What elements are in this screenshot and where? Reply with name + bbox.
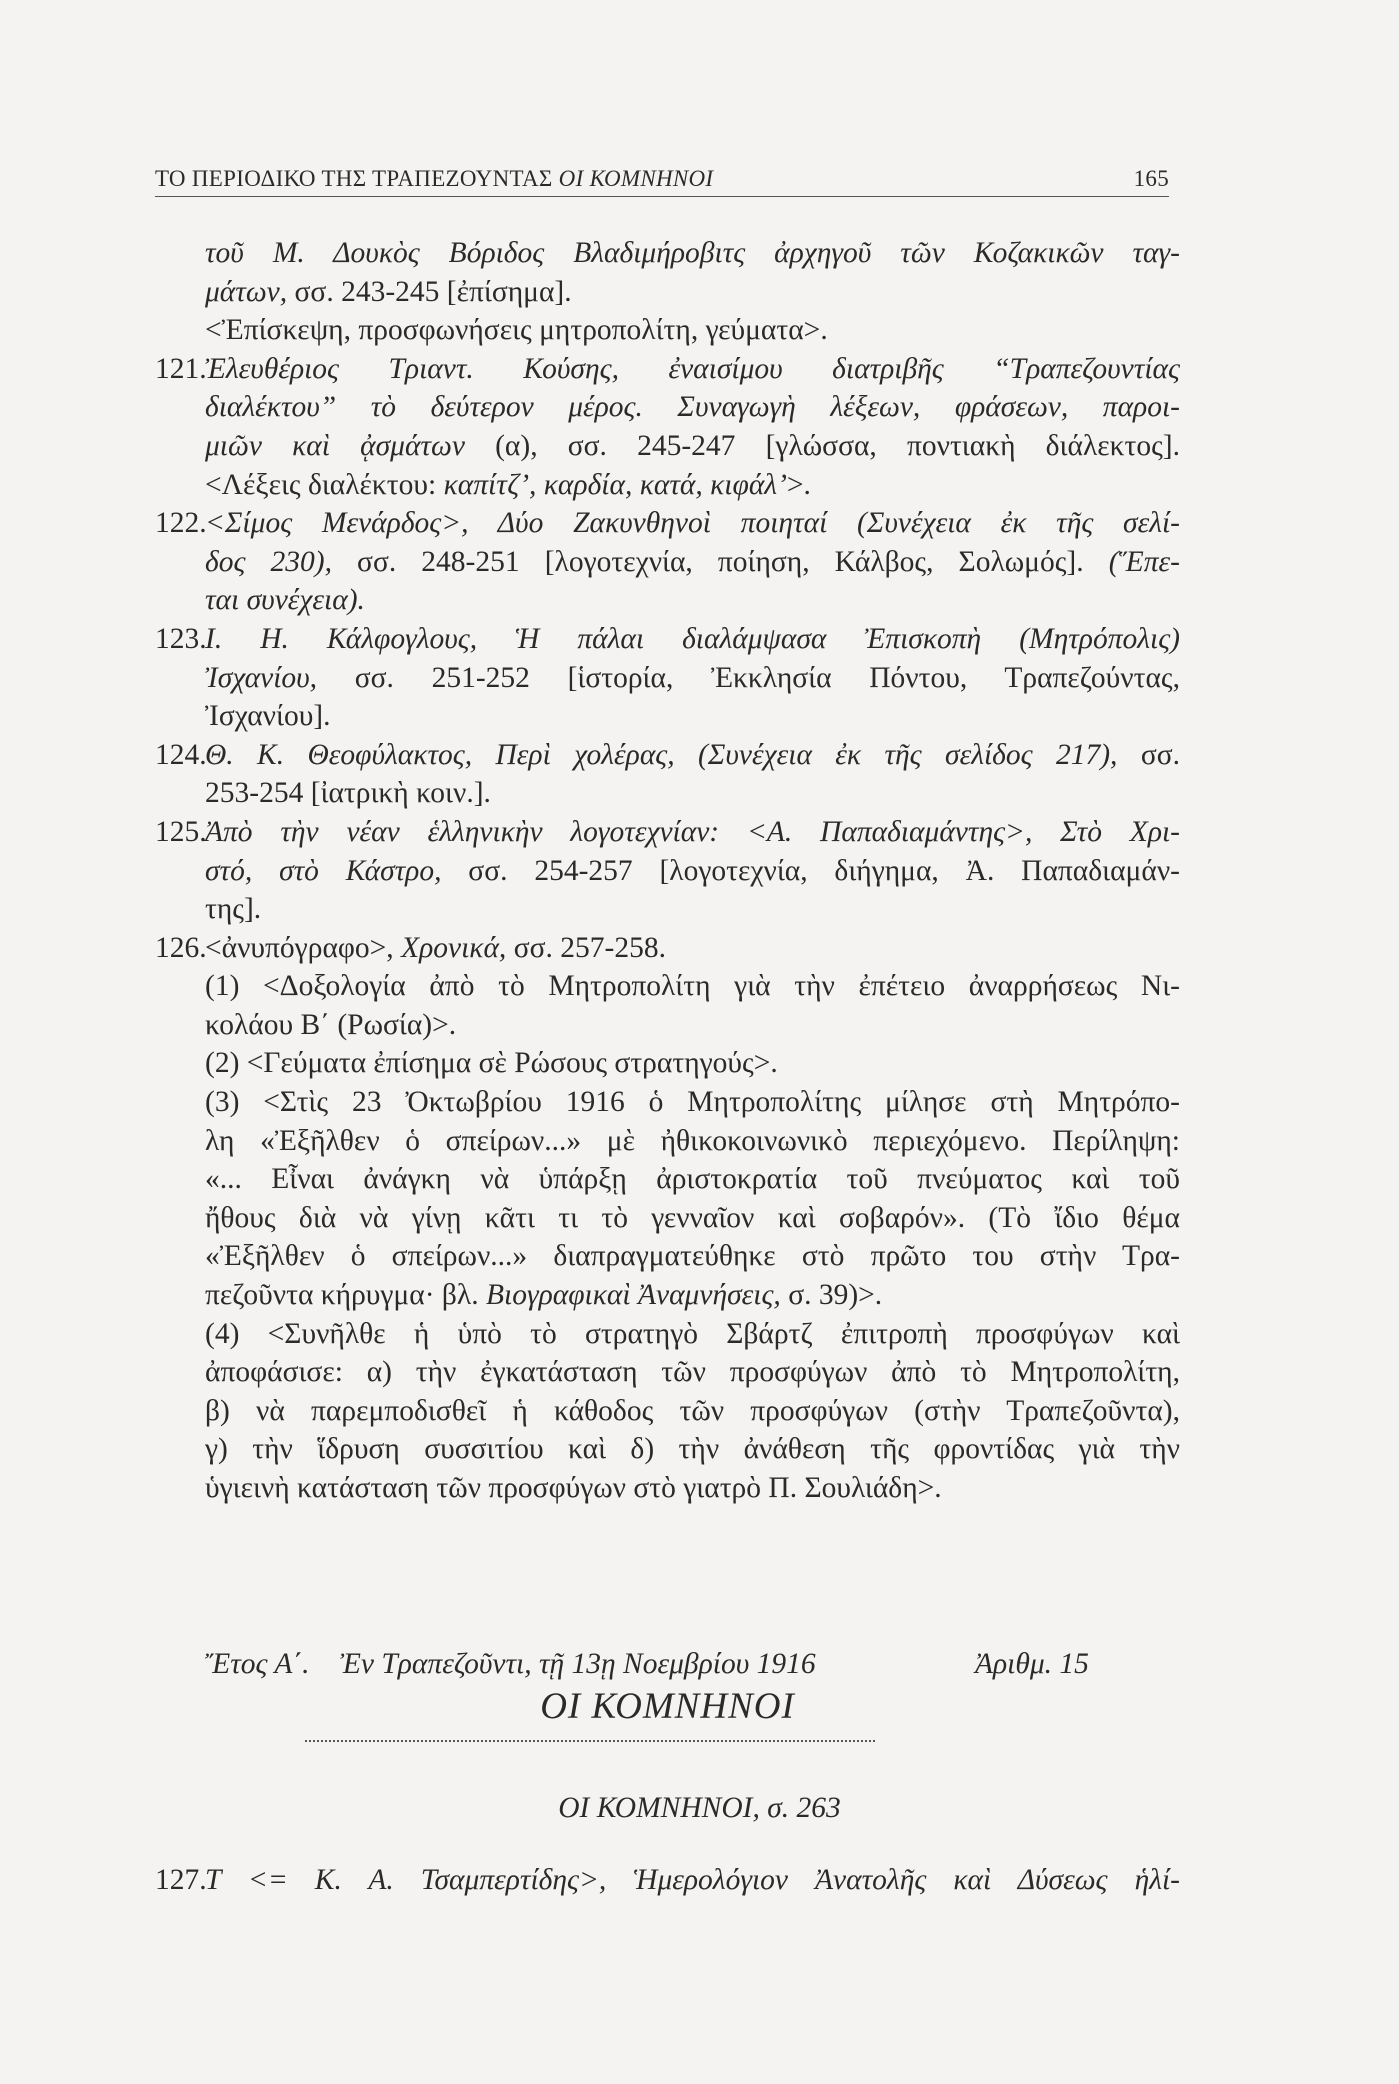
text-line: τοῦ Μ. Δουκὸς Βόριδος Βλαδιμήροβιτς ἀρχηγοῦ τῶν Κοζακικῶν ταγ- [205, 237, 1180, 269]
entry-124 [155, 736, 1180, 813]
entry-125 [155, 813, 1180, 929]
text-line: μιῶν καὶ ᾀσμάτων (α), σσ. 245-247 [γλώσσα, ποντιακὴ διάλεκτος]. [205, 429, 1180, 462]
running-header [155, 166, 1169, 192]
newspaper-masthead [155, 1648, 1180, 1727]
entry-127 [155, 1861, 1180, 1900]
entry-number: 125. [155, 815, 207, 848]
entry-number: 127. [155, 1864, 207, 1896]
entry-121 [155, 350, 1180, 504]
text-line: ται συνέχεια). [205, 584, 365, 617]
entry-number: 123. [155, 622, 207, 655]
entry-number: 121. [155, 352, 207, 385]
text-line: <Σίμος Μενάρδος>, Δύο Ζακυνθηνοὶ ποιηταί (Συνέχεια ἐκ τῆς σελί- [205, 507, 1180, 540]
text-line: Ἐλευθέριος Τριαντ. Κούσης, ἐναισίμου διατριβῆς “Τραπεζουντίας [205, 352, 1180, 385]
entry-123 [155, 620, 1180, 736]
dotted-separator [305, 1740, 875, 1742]
text-line: (4) <Συνῆλθε ἡ ὑπὸ τὸ στρατηγὸ Σβάρτζ ἐπιτροπὴ προσφύγων καὶ [205, 1317, 1180, 1350]
masthead-title: ΟΙ ΚΟΜΝΗΝΟΙ [540, 1686, 795, 1727]
text-line: στό, στὸ Κάστρο, σσ. 254-257 [λογοτεχνία, διήγημα, Ἀ. Παπαδιαμάν- [205, 854, 1180, 887]
text-line: ἤθους διὰ νὰ γίνῃ κᾶτι τι τὸ γενναῖον καὶ σοβαρόν». (Τὸ ἴδιο θέμα [205, 1201, 1180, 1234]
page-number: 165 [1133, 166, 1169, 191]
text-line: 253-254 [ἰατρικὴ κοιν.]. [205, 777, 491, 810]
text-line: μάτων, σσ. 243-245 [ἐπίσημα]. [205, 275, 572, 308]
entry-122 [155, 504, 1180, 620]
text-line: <Ἐπίσκεψη, προσφωνήσεις μητροπολίτη, γεύματα>. [205, 314, 828, 347]
entry-number: 124. [155, 738, 207, 771]
text-line: διαλέκτου” τὸ δεύτερον μέρος. Συναγωγὴ λέξεων, φράσεων, παροι- [205, 391, 1180, 424]
text-line: κολάου Β΄ (Ρωσία)>. [205, 1008, 457, 1041]
journal-name: ΤΟ ΠΕΡΙΟΔΙΚΟ ΤΗΣ ΤΡΑΠΕΖΟΥΝΤΑΣ [155, 166, 553, 191]
body-text [155, 234, 1180, 1508]
text-line: Ἰσχανίου, σσ. 251-252 [ἱστορία, Ἐκκλησία Πόντου, Τραπεζούντας, [205, 661, 1180, 694]
text-line: (1) <Δοξολογία ἀπὸ τὸ Μητροπολίτη γιὰ τὴν ἐπέτειο ἀναρρήσεως Νι- [205, 970, 1180, 1003]
text-line: β) νὰ παρεμποδισθεῖ ἡ κάθοδος τῶν προσφύγων (στὴν Τραπεζοῦντα), [205, 1394, 1180, 1427]
entry-126 [155, 929, 1180, 1508]
journal-title: ΟΙ ΚΟΜΝΗΝΟΙ [558, 166, 714, 191]
entry-number: 126. [155, 931, 207, 964]
masthead-issue: Ἀριθμ. 15 [975, 1648, 1089, 1680]
text-line: Ἀπὸ τὴν νέαν ἑλληνικὴν λογοτεχνίαν: <Α. Παπαδιαμάντης>, Στὸ Χρι- [205, 815, 1180, 848]
text-line: <Λέξεις διαλέκτου: καπίτζ’, καρδία, κατά, κιφάλ’>. [205, 468, 811, 501]
masthead-place-date: Ἐν Τραπεζοῦντι, τῇ 13ῃ Νοεμβρίου 1916 [340, 1648, 816, 1680]
entry-120-continuation [155, 234, 1180, 350]
text-line: (3) <Στὶς 23 Ὀκτωβρίου 1916 ὁ Μητροπολίτης μίλησε στὴ Μητρόπο- [205, 1086, 1180, 1119]
text-line: <ἀνυπόγραφο>, Χρονικά, σσ. 257-258. [205, 931, 666, 964]
source-reference: ΟΙ ΚΟΜΝΗΝΟΙ, σ. 263 [558, 1792, 841, 1824]
text-line: «Ἐξῆλθεν ὁ σπείρων...» διαπραγματεύθηκε στὸ πρῶτο του στὴν Τρα- [205, 1240, 1180, 1273]
text-line: δος 230), σσ. 248-251 [λογοτεχνία, ποίηση, Κάλβος, Σολωμός]. (Ἕπε- [205, 545, 1180, 578]
entry-number: 122. [155, 507, 207, 540]
text-line: λη «Ἐξῆλθεν ὁ σπείρων...» μὲ ἠθικοκοινωνικὸ περιεχόμενο. Περίληψη: [205, 1124, 1180, 1157]
text-line: Τ <= Κ. Α. Τσαμπερτίδης>, Ἡμερολόγιον Ἀνατολῆς καὶ Δύσεως ἡλί- [205, 1864, 1180, 1896]
text-line: Ἰσχανίου]. [205, 700, 331, 733]
text-line: ὑγιεινὴ κατάσταση τῶν προσφύγων στὸ γιατρὸ Π. Σουλιάδη>. [205, 1472, 942, 1504]
text-line: ἀποφάσισε: α) τὴν ἐγκατάσταση τῶν προσφύγων ἀπὸ τὸ Μητροπολίτη, [205, 1356, 1180, 1389]
text-line: Ι. Η. Κάλφογλους, Ἡ πάλαι διαλάμψασα Ἐπισκοπὴ (Μητρόπολις) [205, 622, 1180, 655]
header-rule [155, 196, 1169, 197]
text-line: «... Εἶναι ἀνάγκη νὰ ὑπάρξῃ ἀριστοκρατία τοῦ πνεύματος καὶ τοῦ [205, 1163, 1180, 1196]
text-line: γ) τὴν ἵδρυση συσσιτίου καὶ δ) τὴν ἀνάθεση τῆς φροντίδας γιὰ τὴν [205, 1433, 1180, 1466]
text-line: (2) <Γεύματα ἐπίσημα σὲ Ρώσους στρατηγούς>. [205, 1047, 778, 1080]
masthead-year: Ἔτος Α΄. [205, 1648, 310, 1680]
text-line: της]. [205, 893, 262, 926]
text-line: πεζοῦντα κήρυγμα· βλ. Βιογραφικαὶ Ἀναμνήσεις, σ. 39)>. [205, 1279, 883, 1312]
text-line: Θ. Κ. Θεοφύλακτος, Περὶ χολέρας, (Συνέχεια ἐκ τῆς σελίδος 217), σσ. [205, 738, 1180, 771]
